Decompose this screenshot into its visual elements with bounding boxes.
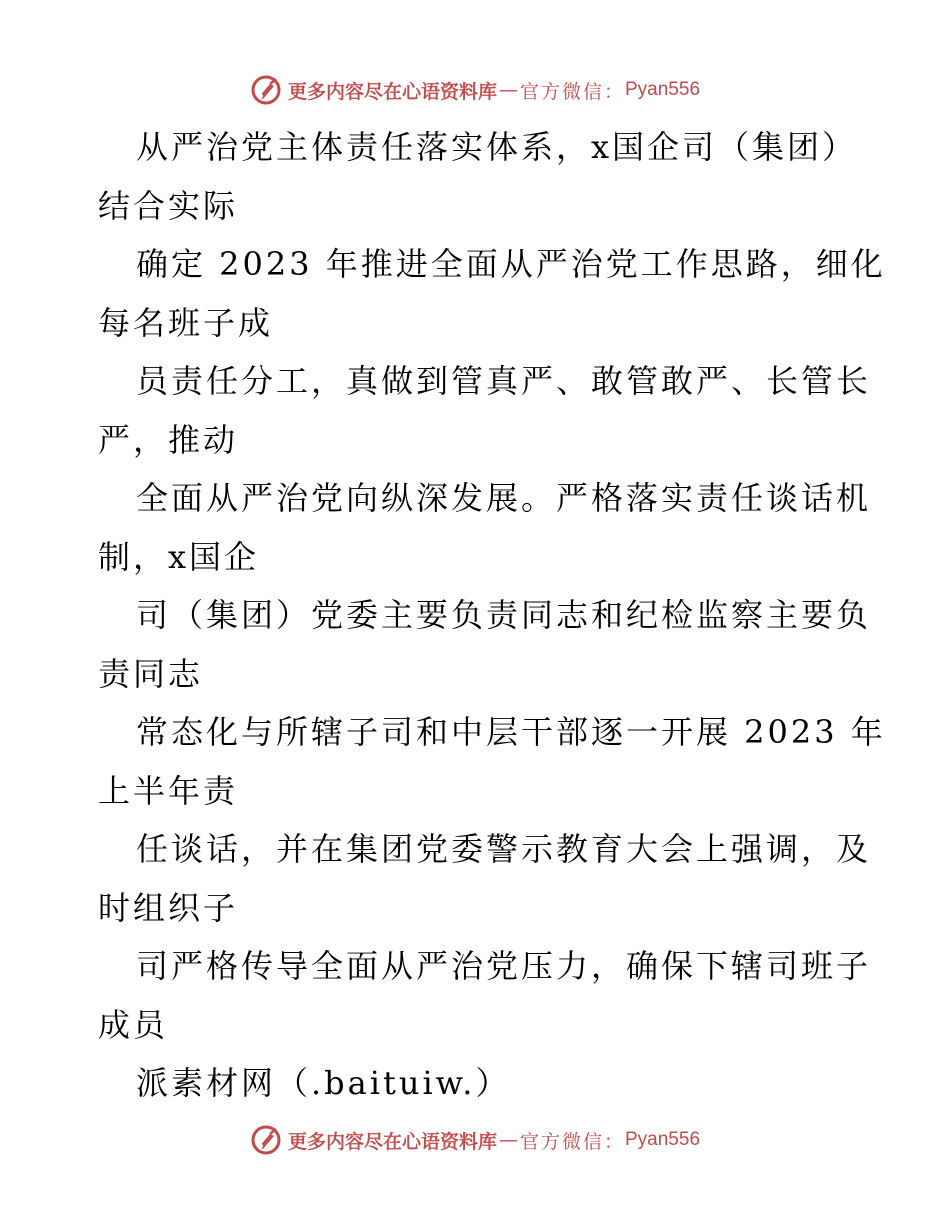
body-line: 结合实际 (98, 186, 239, 225)
body-line: 制，x国企 (98, 537, 260, 576)
banner-library-text: 更多内容尽在心语资料库 (287, 80, 497, 103)
banner-wechat-id: Pyan556 (625, 79, 701, 100)
banner-dash: — (498, 1129, 518, 1151)
body-line: 派素材网（.baituiw.） (136, 1064, 511, 1102)
fountain-pen-logo-icon (250, 1124, 282, 1156)
body-line: 员责任分工，真做到管真严、敢管敢严、长管长 (136, 362, 872, 400)
banner-official-label: 官方微信： (519, 80, 625, 103)
body-line: 全面从严治党向纵深发展。严格落实责任谈话机 (136, 479, 872, 517)
document-body (98, 118, 886, 1113)
body-line: 从严治党主体责任落实体系，x国企司（集团） (136, 128, 858, 166)
fountain-pen-logo-icon (250, 74, 282, 106)
banner-wechat-id: Pyan556 (625, 1129, 701, 1150)
body-line: 司（集团）党委主要负责同志和纪检监察主要负 (136, 596, 872, 634)
body-line: 确定 2023 年推进全面从严治党工作思路，细化 (136, 245, 886, 283)
body-line: 严，推动 (98, 420, 239, 459)
body-line: 上半年责 (98, 771, 239, 810)
header-banner (0, 70, 950, 110)
body-line: 时组织子 (98, 888, 239, 927)
banner-official-label: 官方微信： (519, 1130, 625, 1153)
body-line: 常态化与所辖子司和中层干部逐一开展 2023 年 (136, 713, 886, 751)
banner-library-text: 更多内容尽在心语资料库 (287, 1130, 497, 1153)
body-line: 任谈话，并在集团党委警示教育大会上强调，及 (136, 830, 872, 868)
footer-banner (0, 1120, 950, 1160)
banner-dash: — (498, 79, 518, 101)
body-line: 成员 (98, 1005, 169, 1044)
body-line: 责同志 (98, 654, 204, 693)
body-line: 每名班子成 (98, 303, 274, 342)
body-line: 司严格传导全面从严治党压力，确保下辖司班子 (136, 947, 872, 985)
